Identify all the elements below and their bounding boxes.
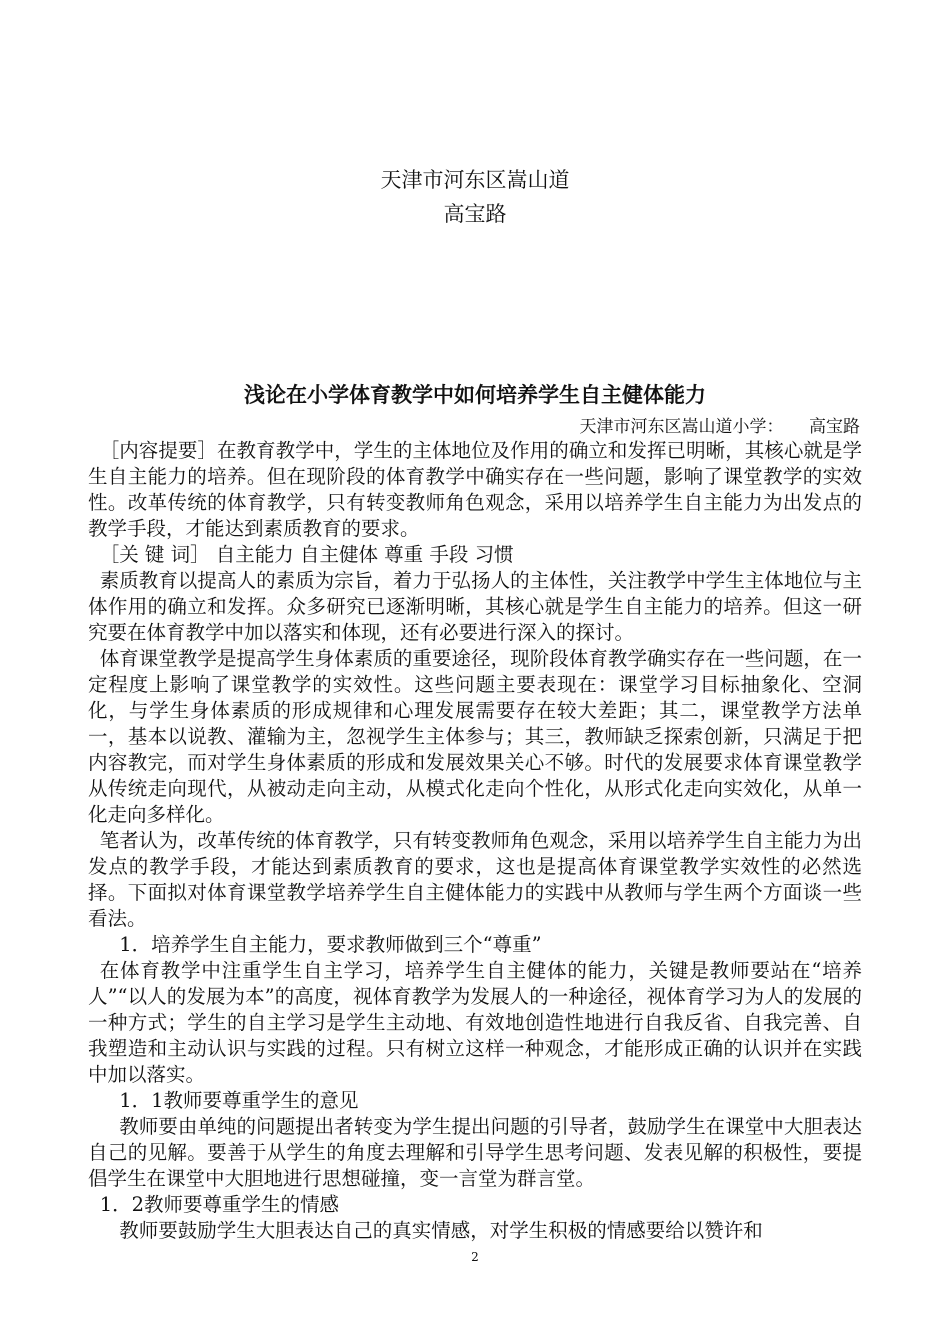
body-paragraph-2: 体育课堂教学是提高学生身体素质的重要途径，现阶段体育教学确实存在一些问题，在一定程度上影响了课堂教学的实效性。这些问题主要表现在：课堂学习目标抽象化、空洞化，与学生身体素质的形成规律和心理发展需要存在较大差距；其二，课堂教学方法单一，基本以说教、灌输为主，忽视学生主体参与；其三，教师缺乏探索创新，只满足于把内容教完，而对学生身体素质的形成和发展效果关心不够。时代的发展要求体育课堂教学从传统走向现代，从被动走向主动，从模式化走向个性化，从形式化走向实效化，从单一化走向多样化。 xyxy=(88,647,862,826)
abstract-paragraph: ［内容提要］在教育教学中，学生的主体地位及作用的确立和发挥已明晰，其核心就是学生自主能力的培养。但在现阶段的体育教学中确实存在一些问题，影响了课堂教学的实效性。改革传统的体育教学，只有转变教师角色观念，采用以培养学生自主能力为出发点的教学手段，才能达到素质教育的要求。 xyxy=(88,439,862,540)
section-heading-1-1: 1．1教师要尊重学生的意见 xyxy=(119,1089,359,1112)
page-number: 2 xyxy=(471,1250,479,1264)
section-heading-1: 1．培养学生自主能力，要求教师做到三个“尊重” xyxy=(119,933,542,956)
body-paragraph-3: 笔者认为，改革传统的体育教学，只有转变教师角色观念，采用以培养学生自主能力为出发点的教学手段，才能达到素质教育的要求，这也是提高体育课堂教学实效性的必然选择。下面拟对体育课堂教学培养学生自主健体能力的实践中从教师与学生两个方面谈一些看法。 xyxy=(88,829,862,930)
header-address: 天津市河东区嵩山道 xyxy=(380,168,570,192)
body-paragraph-4: 在体育教学中注重学生自主学习，培养学生自主健体的能力，关键是教师要站在“培养人”“以人的发展为本”的高度，视体育教学为发展人的一种途径，视体育学习为人的发展的一种方式；学生的自主学习是学生主动地、有效地创造性地进行自我反省、自我完善、自我塑造和主动认识与实践的过程。只有树立这样一种观念，才能形成正确的认识并在实践中加以落实。 xyxy=(88,959,862,1086)
article-body xyxy=(88,438,862,1244)
body-paragraph-6: 教师要鼓励学生大胆表达自己的真实情感，对学生积极的情感要给以赞许和 xyxy=(119,1219,763,1242)
article-title: 浅论在小学体育教学中如何培养学生自主健体能力 xyxy=(244,383,706,407)
body-paragraph-1: 素质教育以提高人的素质为宗旨，着力于弘扬人的主体性，关注教学中学生主体地位与主体作用的确立和发挥。众多研究已逐渐明晰，其核心就是学生自主能力的培养。但这一研究要在体育教学中加以落实和体现，还有必要进行深入的探讨。 xyxy=(88,569,862,644)
body-paragraph-5: 教师要由单纯的问题提出者转变为学生提出问题的引导者，鼓励学生在课堂中大胆表达自己的见解。要善于从学生的角度去理解和引导学生思考问题、发表见解的积极性，要提倡学生在课堂中大胆地进行思想碰撞，变一言堂为群言堂。 xyxy=(88,1115,862,1190)
article-byline: 天津市河东区嵩山道小学： 高宝路 xyxy=(579,417,860,437)
keywords-line: ［关 键 词］ 自主能力 自主健体 尊重 手段 习惯 xyxy=(99,543,514,566)
header-author: 高宝路 xyxy=(443,202,507,226)
section-heading-1-2: 1．2教师要尊重学生的情感 xyxy=(99,1193,340,1216)
